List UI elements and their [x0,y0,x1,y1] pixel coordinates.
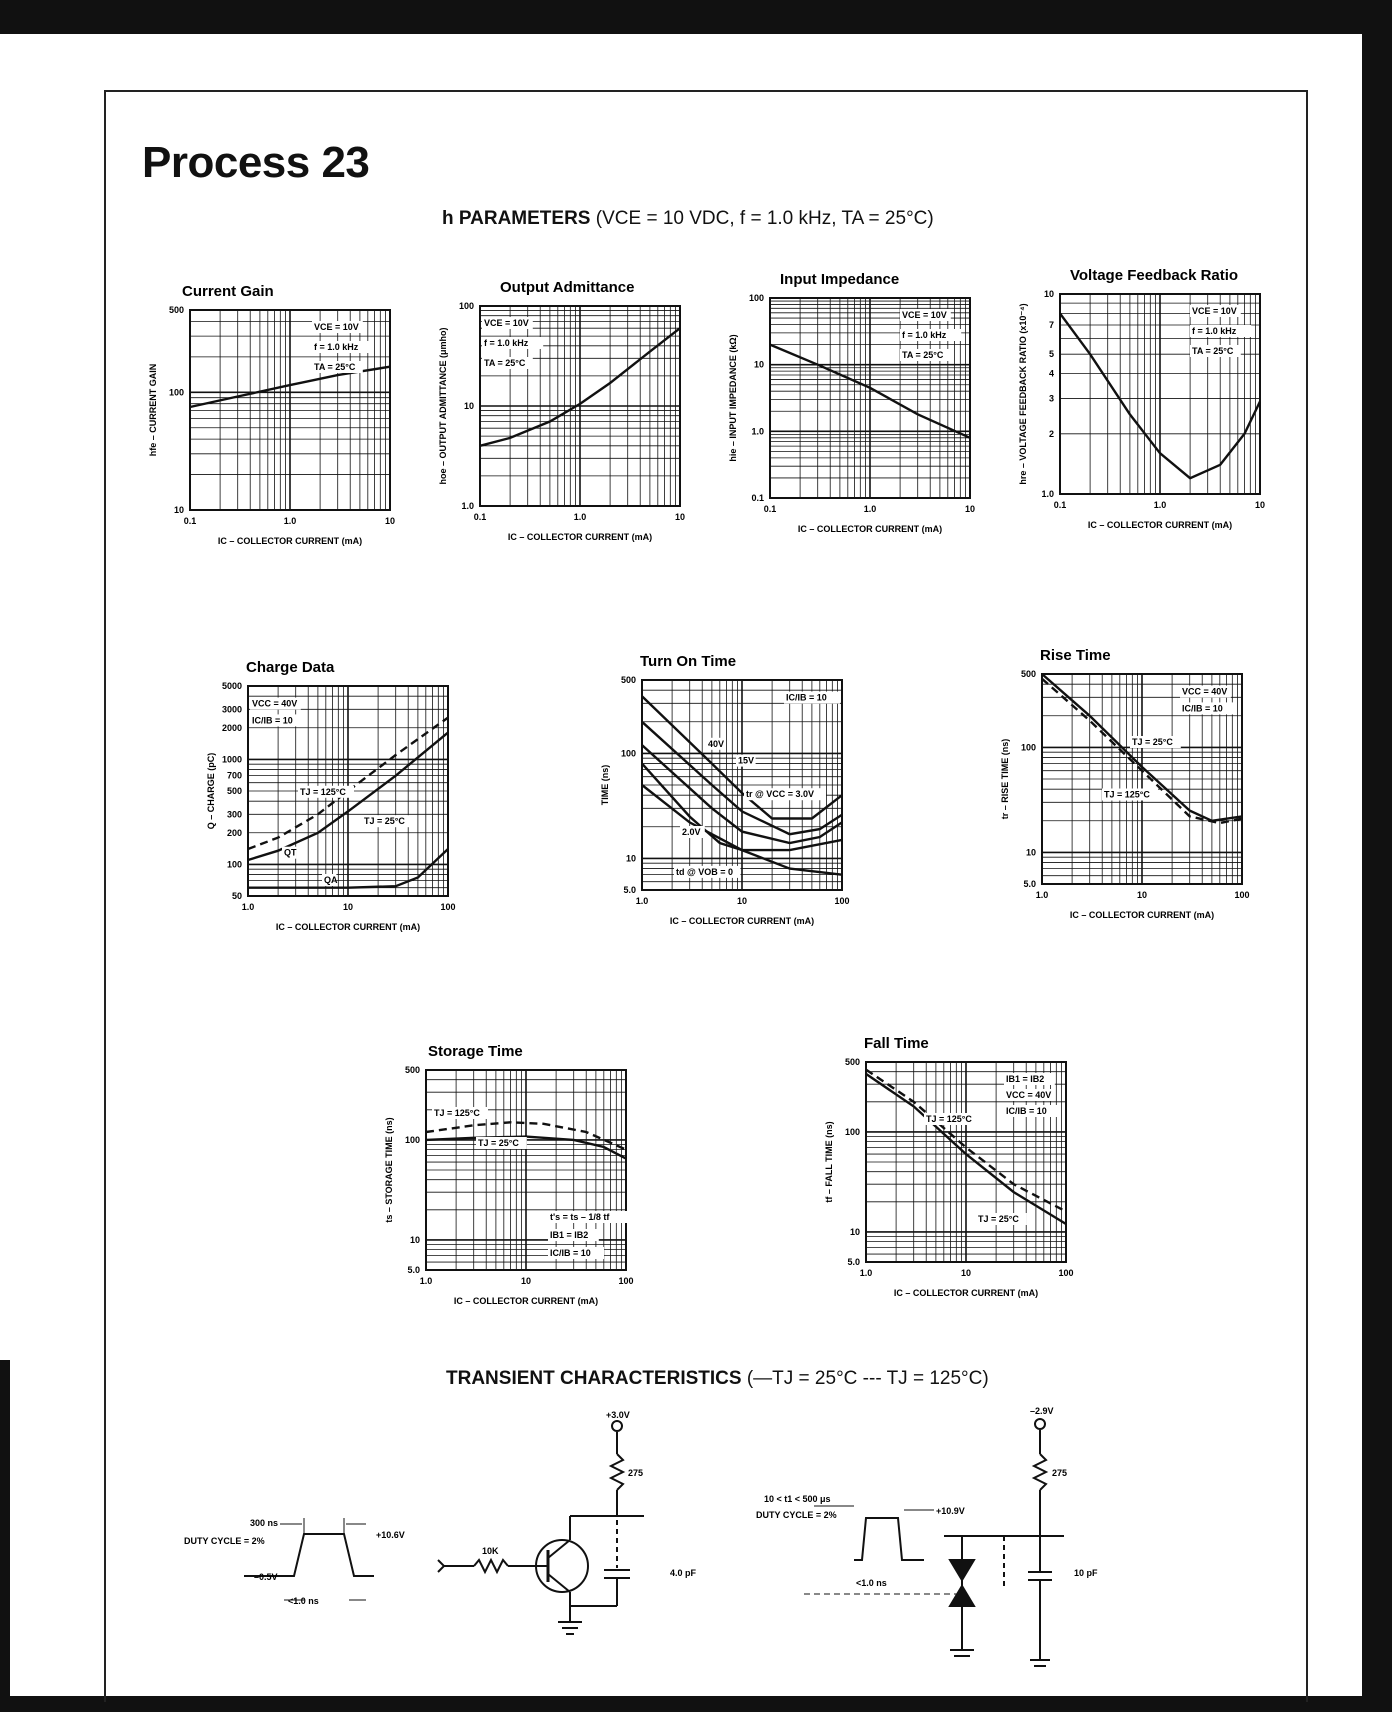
annotation: TA = 25°C [314,362,356,372]
y-tick-label: 1.0 [751,426,764,437]
pulse-high-label: +10.6V [376,1530,405,1540]
y-tick-label: 5.0 [623,885,636,895]
y-tick-label: 50 [231,891,242,901]
x-axis-label: IC – COLLECTOR CURRENT (mA) [893,1288,1039,1298]
y-tick-label: 1000 [221,754,242,765]
x-axis-label: IC – COLLECTOR CURRENT (mA) [275,922,421,932]
y-tick-label: 100 [404,1134,420,1145]
scan-border-top [0,0,1392,34]
y-axis-label: tr – RISE TIME (ns) [1000,738,1010,820]
y-tick-label: 2 [1048,428,1054,439]
y-tick-label: 100 [620,748,636,759]
annotation: VCE = 10V [1192,306,1237,316]
annotation: TJ = 125°C [300,786,346,797]
transient-conditions: (—TJ = 25°C --- TJ = 125°C) [746,1368,989,1389]
annotation: QT [284,847,297,858]
r-collector-label: 275 [628,1468,644,1478]
x-tick-label: 10 [964,504,976,514]
x-tick-label: 0.1 [1053,500,1067,510]
grid [770,298,970,498]
y-tick-label: 5.0 [847,1257,860,1267]
annotation: VCE = 10V [484,318,529,328]
y-tick-label: 10 [1043,289,1054,299]
supply1-label: +3.0V [606,1410,630,1420]
chart-input-impedance [720,264,990,554]
annotation: f = 1.0 kHz [314,342,359,352]
annotation: TJ = 25°C [1132,737,1173,747]
y-tick-label: 100 [168,387,184,398]
y-tick-label: 500 [844,1057,860,1067]
annotation: VCC = 40V [1006,1090,1052,1100]
c-load1-label: 4.0 pF [670,1568,697,1578]
x-tick-label: 1.0 [859,1268,873,1278]
chart-storage-time [368,1040,638,1320]
y-tick-label: 10 [753,359,764,370]
pulse2-width-label: 10 < t1 < 500 μs [764,1494,831,1504]
annotation: IC/IB = 10 [786,692,827,703]
scan-border-right [1362,0,1392,1712]
y-tick-label: 3000 [221,704,242,715]
x-axis-label: IC – COLLECTOR CURRENT (mA) [669,916,815,926]
x-axis-label: IC – COLLECTOR CURRENT (mA) [507,532,653,542]
annotation: VCC = 40V [252,698,298,709]
test-circuit-2 [944,1419,1064,1666]
y-tick-label: 200 [226,827,242,838]
y-tick-label: 4 [1048,368,1054,379]
x-axis-label: IC – COLLECTOR CURRENT (mA) [217,536,363,546]
annotation: IB1 = IB2 [550,1230,589,1240]
x-tick-label: 1.0 [419,1276,433,1286]
y-axis-label: Q – CHARGE (pC) [206,752,216,830]
y-tick-label: 300 [226,809,242,820]
y-tick-label: 5.0 [407,1265,420,1275]
chart-charge-data [190,656,460,946]
x-tick-label: 0.1 [763,504,777,514]
annotation: VCC = 40V [1182,686,1228,697]
annotation: 2.0V [682,827,701,837]
grid [642,680,842,890]
x-tick-label: 10 [342,902,354,912]
y-tick-label: 3 [1048,393,1054,404]
y-tick-label: 100 [458,301,474,311]
y-tick-label: 100 [226,859,242,870]
y-tick-label: 500 [226,786,242,796]
annotation: QA [324,875,338,885]
supply2-label: –2.9V [1030,1406,1054,1416]
annotation: IC/IB = 10 [550,1248,591,1258]
x-tick-label: 1.0 [1035,890,1049,900]
y-tick-label: 0.1 [751,493,764,503]
y-tick-label: 700 [226,770,242,781]
annotation: TJ = 125°C [1104,789,1150,800]
y-axis-label: hre – VOLTAGE FEEDBACK RATIO (x10⁻⁴) [1018,303,1028,485]
x-tick-label: 10 [960,1268,972,1278]
y-tick-label: 7 [1048,319,1054,330]
y-tick-label: 10 [409,1234,420,1245]
y-tick-label: 2000 [221,722,242,733]
chart-title: Input Impedance [780,271,900,288]
x-tick-label: 100 [1234,890,1250,900]
x-tick-label: 10 [736,896,748,906]
pulse2-high-label: +10.9V [936,1506,965,1516]
test-circuit-1 [438,1421,644,1634]
annotation: VCE = 10V [314,322,359,332]
y-tick-label: 10 [625,853,636,864]
annotation: TJ = 25°C [478,1138,519,1148]
y-tick-label: 10 [849,1226,860,1237]
x-axis-label: IC – COLLECTOR CURRENT (mA) [797,524,943,534]
pulse2-low-label: <1.0 ns [856,1578,887,1588]
pulse-width-label: 300 ns [250,1518,279,1528]
chart-title: Fall Time [864,1035,929,1052]
chart-title: Storage Time [428,1043,523,1060]
y-axis-label: hfe – CURRENT GAIN [148,363,158,457]
y-axis-label: hoe – OUTPUT ADMITTANCE (μmho) [438,327,448,485]
annotation: t's = ts – 1/8 tf [550,1212,610,1222]
y-axis-label: ts – STORAGE TIME (ns) [384,1117,394,1223]
annotation: f = 1.0 kHz [484,338,529,348]
x-tick-label: 1.0 [635,896,649,906]
y-tick-label: 500 [404,1065,420,1075]
annotation: IC/IB = 10 [252,715,293,726]
y-axis-label: hie – INPUT IMPEDANCE (kΩ) [728,334,738,462]
y-axis-label: tf – FALL TIME (ns) [824,1121,834,1203]
chart-current-gain [140,272,410,562]
r-base-label: 10K [482,1546,499,1556]
y-tick-label: 5.0 [1023,879,1036,889]
x-tick-label: 10 [1136,890,1148,900]
chart-voltage-feedback-ratio [1010,260,1280,550]
x-tick-label: 1.0 [863,504,877,514]
annotation: tr @ VCC = 3.0V [746,789,815,800]
chart-title: Turn On Time [640,653,737,670]
test-circuits [104,1406,1304,1700]
chart-title: Charge Data [246,659,335,676]
annotation: TA = 25°C [1192,346,1234,356]
x-axis-label: IC – COLLECTOR CURRENT (mA) [1087,520,1233,530]
pulse-low-label: –0.5V [254,1572,278,1582]
x-tick-label: 100 [618,1276,634,1286]
annotation: IC/IB = 10 [1006,1106,1047,1116]
x-tick-label: 10 [384,516,396,526]
y-tick-label: 10 [1025,847,1036,858]
x-tick-label: 1.0 [283,516,297,526]
annotation: TA = 25°C [902,350,944,360]
input-pulse-1 [244,1518,374,1600]
chart-fall-time [808,1032,1078,1312]
annotation: f = 1.0 kHz [1192,326,1237,336]
y-tick-label: 100 [844,1126,860,1137]
x-tick-label: 1.0 [573,512,587,522]
page-title: Process 23 [142,138,370,187]
y-tick-label: 1.0 [461,501,474,511]
rise-time-label: <1.0 ns [288,1596,319,1606]
chart-title: Output Admittance [500,279,635,296]
chart-turn-on-time [584,650,854,940]
y-tick-label: 10 [173,505,184,515]
x-tick-label: 0.1 [473,512,487,522]
h-parameters-heading [442,208,934,230]
annotation: IC/IB = 10 [1182,703,1223,714]
annotation: 40V [708,738,725,749]
chart-rise-time [984,644,1254,934]
chart-output-admittance [430,268,700,558]
c-load2-label: 10 pF [1074,1568,1098,1578]
y-tick-label: 500 [1020,669,1036,679]
x-axis-label: IC – COLLECTOR CURRENT (mA) [453,1296,599,1306]
chart-title: Voltage Feedback Ratio [1070,267,1239,284]
x-tick-label: 100 [834,896,850,906]
x-tick-label: 10 [520,1276,532,1286]
duty-cycle2-label: DUTY CYCLE = 2% [756,1510,837,1520]
annotation: TJ = 125°C [926,1114,972,1124]
annotation: IB1 = IB2 [1006,1074,1045,1084]
r-collector2-label: 275 [1052,1468,1068,1478]
annotation: TJ = 125°C [434,1108,480,1118]
grid [1060,294,1260,494]
annotation: TJ = 25°C [364,816,405,827]
x-tick-label: 100 [440,902,456,912]
x-axis-label: IC – COLLECTOR CURRENT (mA) [1069,910,1215,920]
annotation: td @ VOB = 0 [676,866,734,877]
scan-border-left [0,1360,10,1712]
annotation: TA = 25°C [484,358,526,368]
x-tick-label: 0.1 [183,516,197,526]
y-axis-label: TIME (ns) [600,764,610,806]
y-tick-label: 5 [1048,349,1054,360]
y-tick-label: 500 [620,675,636,685]
annotation: VCE = 10V [902,310,947,320]
y-tick-label: 500 [168,305,184,315]
x-tick-label: 1.0 [241,902,255,912]
transient-heading [446,1368,989,1390]
x-tick-label: 10 [1254,500,1266,510]
grid [480,306,680,506]
x-tick-label: 100 [1058,1268,1074,1278]
transient-title: TRANSIENT CHARACTERISTICS [446,1368,742,1389]
y-tick-label: 10 [463,401,474,411]
y-tick-label: 100 [1020,742,1036,753]
x-tick-label: 10 [674,512,686,522]
x-tick-label: 1.0 [1153,500,1167,510]
grid [190,310,390,510]
annotation: TJ = 25°C [978,1214,1019,1224]
h-parameters-title: h PARAMETERS [442,208,591,229]
chart-title: Current Gain [182,283,274,300]
duty-cycle-label: DUTY CYCLE = 2% [184,1536,265,1546]
chart-title: Rise Time [1040,647,1111,664]
y-tick-label: 1.0 [1041,489,1054,499]
y-tick-label: 100 [748,293,764,303]
annotation: 15V [738,755,755,766]
h-parameters-conditions: (VCE = 10 VDC, f = 1.0 kHz, TA = 25°C) [595,208,934,229]
y-tick-label: 5000 [221,681,242,691]
annotation: f = 1.0 kHz [902,330,947,340]
